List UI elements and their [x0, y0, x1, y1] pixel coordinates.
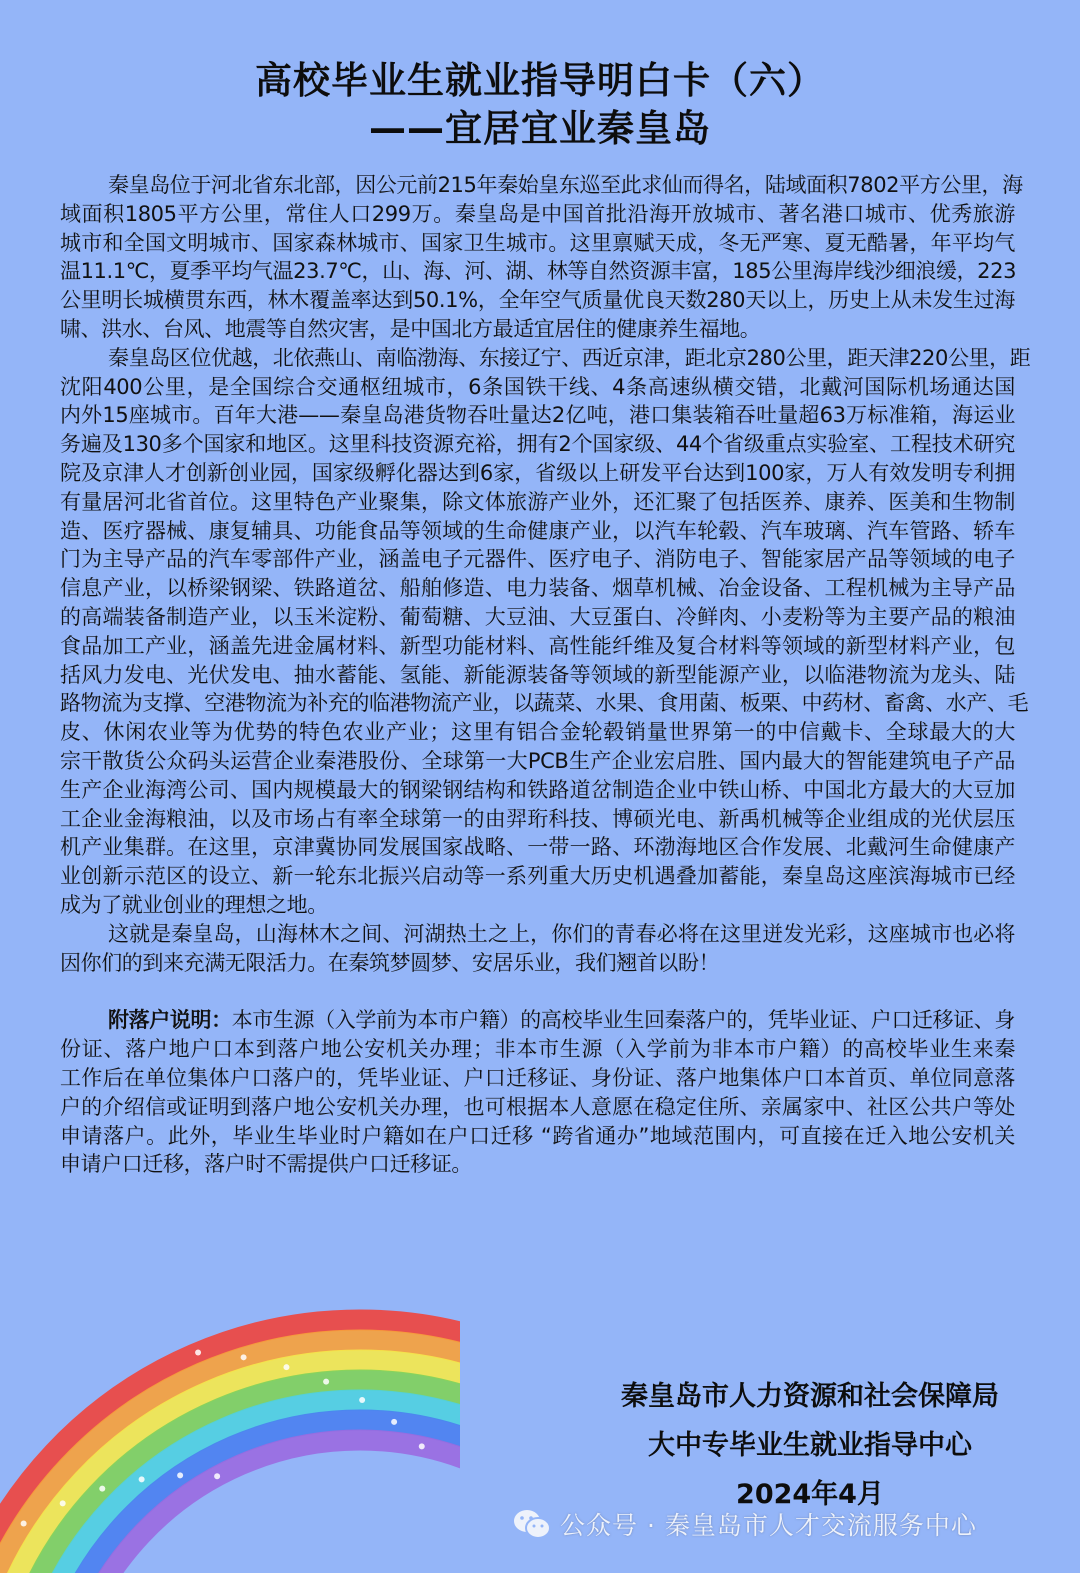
issuer-center: 大中专毕业生就业指导中心: [648, 1430, 972, 1461]
sparkle: [214, 1473, 220, 1479]
text-line: 内外15座城市。百年大港——秦皇岛港货物吞吐量达2亿吨，港口集装箱吞吐量超63万标准箱，海运业: [60, 403, 1015, 428]
text-line: 皮、休闲农业等为优势的特色农业产业；这里有铝合金轮毂销量世界第一的中信戴卡、全球最大的大: [60, 720, 1015, 745]
text-line: 秦皇岛位于河北省东北部，因公元前215年秦始皇东巡至此求仙而得名，陆域面积7802平方公里，海: [108, 173, 1023, 197]
text-line: 工企业金海粮油，以及市场占有率全球第一的由羿珩科技、博硕光电、新禹机械等企业组成的光伏层压: [60, 806, 1015, 831]
sparkle: [99, 1486, 105, 1492]
sparkle: [21, 1521, 27, 1527]
page-title: 高校毕业生就业指导明白卡（六）: [255, 59, 825, 102]
issue-date: 2024年4月: [736, 1479, 884, 1510]
text-line: 沈阳400公里，是全国综合交通枢纽城市，6条国铁干线、4条高速纵横交错，北戴河国际机场通达国: [60, 374, 1015, 399]
text-line: 信息产业，以桥梁钢梁、铁路道岔、船舶修造、电力装备、烟草机械、冶金设备、工程机械为主导产品: [60, 576, 1015, 601]
sparkle: [195, 1349, 201, 1355]
document-body: [60, 171, 1031, 1179]
watermark-text: 公众号 · 秦皇岛市人才交流服务中心: [560, 1511, 977, 1540]
note-line: 工作后在单位集体户口落户的，凭毕业证、户口迁移证、身份证、落户地集体户口本首页、单位同意落: [60, 1065, 1015, 1090]
issuer-org: 秦皇岛市人力资源和社会保障局: [621, 1381, 999, 1412]
note-line: 申请落户。此外，毕业生毕业时户籍如在户口迁移 “跨省通办”地域范围内，可直接在迁入地公安机关: [60, 1123, 1015, 1148]
text-line: 生产企业海湾公司、国内规模最大的钢梁钢结构和铁路道岔制造企业中铁山桥、中国北方最大的大豆加: [60, 777, 1015, 802]
paragraph: [60, 920, 1015, 978]
note-text: 本市生源（入学前为本市户籍）的高校毕业生回秦落户的，凭毕业证、户口迁移证、身: [231, 1008, 1015, 1033]
sparkle: [241, 1354, 247, 1360]
text-line: 城市和全国文明城市、国家森林城市、国家卫生城市。这里禀赋天成，冬无严寒、夏无酷暑，年平均气: [60, 230, 1015, 255]
sparkle: [359, 1397, 365, 1403]
sparkle: [323, 1379, 329, 1385]
text-line: 温11.1℃，夏季平均气温23.7℃，山、海、河、湖、林等自然资源丰富，185公里海岸线沙细浪缓，223: [60, 259, 1017, 284]
text-line: 食品加工产业，涵盖先进金属材料、新型功能材料、高性能纤维及复合材料等领域的新型材料产业，包: [60, 633, 1015, 658]
note-line: 申请户口迁移，落户时不需提供户口迁移证。: [60, 1152, 472, 1177]
settlement-note: [60, 1006, 1015, 1179]
text-line: 有量居河北省首位。这里特色产业聚集，除文体旅游产业外，还汇聚了包括医养、康养、医美和生物制: [60, 489, 1015, 514]
rainbow-illustration: [0, 1300, 460, 1573]
sparkle: [283, 1364, 289, 1370]
text-line: 务遍及130多个国家和地区。这里科技资源充裕，拥有2个国家级、44个省级重点实验室、工程技术研究: [60, 432, 1015, 457]
text-line: 院及京津人才创新创业园，国家级孵化器达到6家，省级以上研发平台达到100家，万人有效发明专利拥: [60, 460, 1015, 485]
text-line: 域面积1805平方公里，常住人口299万。秦皇岛是中国首批沿海开放城市、著名港口城市、优秀旅游: [60, 201, 1015, 226]
text-line: 因你们的到来充满无限活力。在秦筑梦圆梦、安居乐业，我们翘首以盼！: [60, 950, 720, 975]
text-line: 成为了就业创业的理想之地。: [60, 892, 328, 917]
text-line: 宗干散货公众码头运营企业秦港股份、全球第一大PCB生产企业宏启胜、国内最大的智能建筑电子产品: [60, 748, 1015, 773]
text-line: 的高端装备制造产业，以玉米淀粉、葡萄糖、大豆油、大豆蛋白、冷鲜肉、小麦粉等为主要产品的粮油: [60, 604, 1015, 629]
text-line: 机产业集群。在这里，京津冀协同发展国家战略、一带一路、环渤海地区合作发展、北戴河生命健康产: [60, 835, 1015, 860]
sparkle: [139, 1476, 145, 1482]
text-line: 公里明长城横贯东西，林木覆盖率达到50.1%，全年空气质量优良天数280天以上，历史上从未发生过海: [60, 288, 1015, 313]
note-line: [60, 1006, 1015, 1035]
paragraph: [60, 171, 1023, 344]
spacer: [60, 977, 1015, 1006]
text-line: 造、医疗器械、康复辅具、功能食品等领域的生命健康产业，以汽车轮毂、汽车玻璃、汽车管路、轿车: [60, 518, 1015, 543]
text-line: 括风力发电、光伏发电、抽水蓄能、氢能、新能源装备等领域的新型能源产业，以临港物流为龙头、陆: [60, 662, 1015, 687]
sparkle: [419, 1443, 425, 1449]
wechat-icon: [512, 1507, 552, 1541]
text-line: 门为主导产品的汽车零部件产业，涵盖电子元器件、医疗电子、消防电子、智能家居产品等领域的电子: [60, 547, 1015, 572]
sparkle: [60, 1500, 66, 1506]
note-label: 附落户说明：: [108, 1008, 232, 1033]
text-line: 业创新示范区的设立、新一轮东北振兴启动等一系列重大历史机遇叠加蓄能，秦皇岛这座滨海城市已经: [60, 864, 1015, 889]
text-line: 路物流为支撑、空港物流为补充的临港物流产业，以蔬菜、水果、食用菌、板栗、中药材、畜禽、水产、毛: [60, 691, 1029, 716]
page-subtitle: ——宜居宜业秦皇岛: [369, 107, 711, 150]
text-line: 这就是秦皇岛，山海林木之间、河湖热土之上，你们的青春必将在这里迸发光彩，这座城市也必将: [108, 921, 1015, 946]
text-line: 秦皇岛区位优越，北依燕山、南临渤海、东接辽宁、西近京津，距北京280公里，距天津220公里，距: [108, 345, 1031, 370]
sparkle: [391, 1419, 397, 1425]
text-line: 啸、洪水、台风、地震等自然灾害，是中国北方最适宜居住的健康养生福地。: [60, 316, 761, 341]
note-line: 户的介绍信或证明到落户地公安机关办理，也可根据本人意愿在稳定住所、亲属家中、社区公共户等处: [60, 1094, 1015, 1119]
sparkle: [177, 1472, 183, 1478]
note-line: 份证、落户地户口本到落户地公安机关办理；非本市生源（入学前为非本市户籍）的高校毕业生来秦: [60, 1037, 1015, 1062]
paragraph: [60, 344, 1031, 920]
watermark: [512, 1506, 977, 1542]
